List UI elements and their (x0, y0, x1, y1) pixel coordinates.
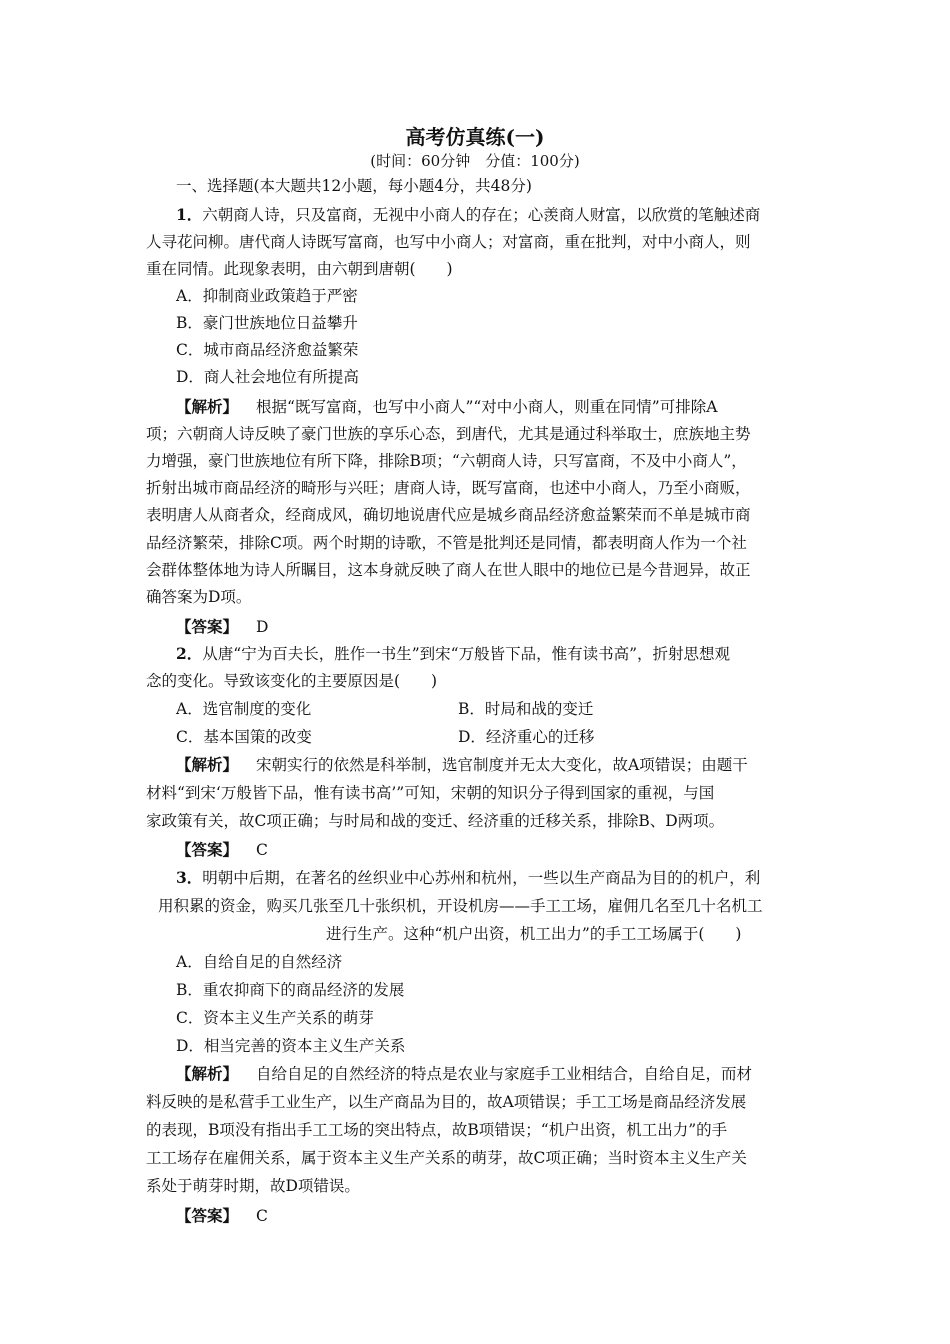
option-b: B．重农抑商下的商品经济的发展 (176, 981, 405, 999)
question-3-line-3: 进行生产。这种“机户出资，机工出力”的手工工场属于( ) (326, 925, 742, 943)
explanation-line: 会群体整体地为诗人所瞩目，这本身就反映了商人在世人眼中的地位已是今昔迥异，故正 (146, 561, 751, 579)
explanation-line: 【解析】 根据“既写富商，也写中小商人”“对中小商人，则重在同情”可排除A (176, 397, 718, 416)
answer-value: C (256, 841, 268, 859)
section-heading: 一、选择题(本大题共12小题，每小题4分，共48分) (176, 177, 532, 195)
explanation-tag: 【解析】 (176, 1064, 239, 1083)
explanation-line: 料反映的是私营手工业生产，以生产商品为目的，故A项错误；手工工场是商品经济发展 (146, 1093, 747, 1111)
option-b: B．时局和战的变迁 (458, 700, 594, 718)
option-d: D．商人社会地位有所提高 (176, 368, 359, 386)
explanation-line: 材料“到宋‘万般皆下品，惟有读书高’”可知，宋朝的知识分子得到国家的重视，与国 (146, 784, 715, 802)
exam-meta: (时间：60分钟 分值：100分) (370, 152, 580, 170)
question-2-line-2: 念的变化。导致该变化的主要原因是( ) (146, 672, 438, 690)
explanation-line: 项；六朝商人诗反映了豪门世族的享乐心态，到唐代，尤其是通过科举取士，庶族地主势 (146, 425, 751, 443)
explanation-line: 的表现，B项没有指出手工工场的突出特点，故B项错误；“机户出资，机工出力”的手 (146, 1121, 728, 1139)
question-number: 2． (176, 644, 203, 663)
answer-tag: 【答案】 (176, 1206, 239, 1225)
question-2-line-1: 2．从唐“宁为百夫长，胜作一书生”到宋“万般皆下品，惟有读书高”，折射思想观 (176, 644, 730, 663)
explanation-line: 品经济繁荣，排除C项。两个时期的诗歌，不管是批判还是同情，都表明商人作为一个社 (146, 534, 747, 552)
option-a: A．选官制度的变化 (176, 700, 312, 718)
explanation-line: 确答案为D项。 (146, 588, 252, 606)
explanation-line: 表明唐人从商者众，经商成风，确切地说唐代应是城乡商品经济愈益繁荣而不单是城市商 (146, 506, 751, 524)
option-a: A．抑制商业政策趋于严密 (176, 287, 358, 305)
question-number: 1． (176, 205, 203, 224)
explanation-line: 工工场存在雇佣关系，属于资本主义生产关系的萌芽，故C项正确；当时资本主义生产关 (146, 1149, 747, 1167)
option-b: B．豪门世族地位日益攀升 (176, 314, 358, 332)
answer-line (176, 617, 268, 637)
option-d: D．相当完善的资本主义生产关系 (176, 1037, 406, 1055)
explanation-line: 系处于萌芽时期，故D项错误。 (146, 1177, 360, 1195)
answer-tag: 【答案】 (176, 617, 239, 636)
question-3-line-2: 用积累的资金，购买几张至几十张织机，开设机房——手工工场，雇佣几名至几十名机工 (158, 897, 763, 915)
answer-value: D (256, 618, 269, 636)
answer-value: C (256, 1207, 268, 1225)
option-c: C．资本主义生产关系的萌芽 (176, 1009, 374, 1027)
question-1-line-3: 重在同情。此现象表明，由六朝到唐朝( ) (146, 260, 453, 278)
page-title: 高考仿真练(一) (405, 125, 545, 149)
question-1-line-1: 1．六朝商人诗，只及富商，无视中小商人的存在；心羡商人财富，以欣赏的笔触述商 (176, 205, 761, 224)
explanation-line: 家政策有关，故C项正确；与时局和战的变迁、经济重的迁移关系，排除B、D两项。 (146, 812, 725, 830)
answer-tag: 【答案】 (176, 840, 239, 859)
question-number: 3． (176, 868, 203, 887)
explanation-line: 折射出城市商品经济的畸形与兴旺；唐商人诗，既写富商，也述中小商人，乃至小商贩， (146, 479, 751, 497)
option-c: C．基本国策的改变 (176, 728, 312, 746)
question-1-line-2: 人寻花问柳。唐代商人诗既写富商，也写中小商人；对富商，重在批判，对中小商人，则 (146, 233, 751, 251)
explanation-line: 力增强，豪门世族地位有所下降，排除B项；“六朝商人诗，只写富商，不及中小商人”， (146, 452, 747, 470)
option-c: C．城市商品经济愈益繁荣 (176, 341, 359, 359)
explanation-tag: 【解析】 (176, 755, 239, 774)
answer-line (176, 1206, 268, 1226)
explanation-line: 【解析】 自给自足的自然经济的特点是农业与家庭手工业相结合，自给自足，而材 (176, 1064, 753, 1083)
option-d: D．经济重心的迁移 (458, 728, 595, 746)
question-3-line-1: 3．明朝中后期，在著名的丝织业中心苏州和杭州，一些以生产商品为目的的机户，利 (176, 868, 761, 887)
explanation-line: 【解析】 宋朝实行的依然是科举制，选官制度并无太大变化，故A项错误；由题干 (176, 755, 748, 774)
answer-line (176, 840, 268, 860)
option-a: A．自给自足的自然经济 (176, 953, 343, 971)
explanation-tag: 【解析】 (176, 397, 239, 416)
